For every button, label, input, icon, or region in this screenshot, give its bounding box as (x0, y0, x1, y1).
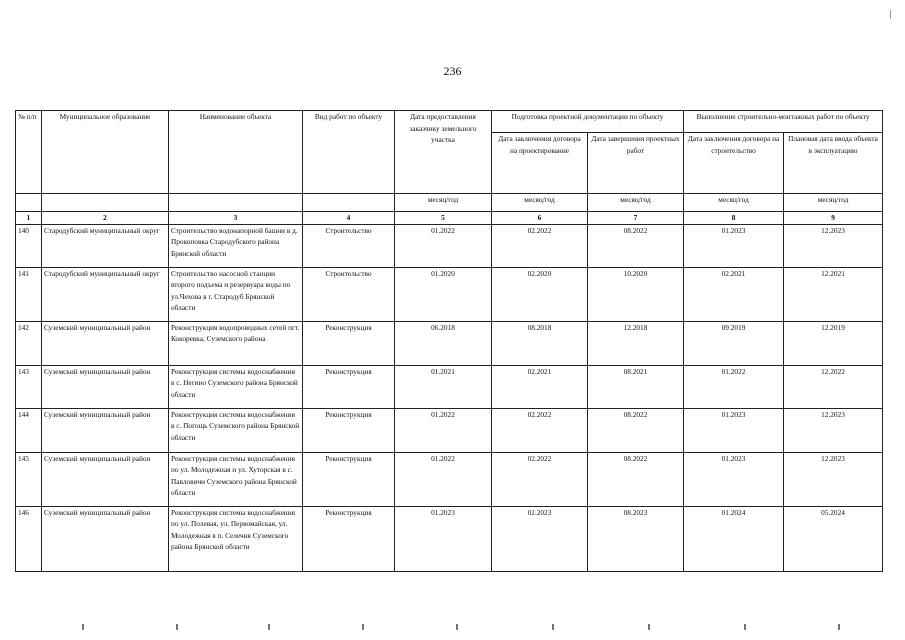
table-row (16, 408, 883, 452)
row-work-type: Реконструкция (303, 452, 395, 506)
row-land-date: 06.2018 (395, 321, 492, 365)
header-commissioning: Плановая дата ввода объекта в эксплуатацию (784, 133, 883, 194)
scan-dot (362, 624, 364, 630)
row-municipality: Стародубский муниципальный округ (42, 224, 169, 267)
row-work-type: Реконструкция (303, 506, 395, 571)
row-object: Реконструкция системы водоснабжения в с. Погощь Суземского района Брянской области (169, 408, 303, 452)
scan-dot (838, 624, 840, 630)
row-commissioning: 12.2023 (784, 408, 883, 452)
row-municipality: Суземский муниципальный район (42, 408, 169, 452)
row-num: 140 (16, 224, 42, 267)
row-work-type: Строительство (303, 267, 395, 321)
row-design-contract: 02.2023 (492, 506, 588, 571)
row-design-contract: 02.2021 (492, 365, 588, 408)
row-construction-contract: 01.2023 (684, 224, 784, 267)
row-object: Строительство насосной станции второго подъема и резервуара воды по ул.Чехова в г. Стародуб Брянской области (169, 267, 303, 321)
row-num: 145 (16, 452, 42, 506)
row-construction-contract: 02.2021 (684, 267, 784, 321)
unit-label: месяц/год (784, 194, 883, 212)
row-design-contract: 02.2022 (492, 224, 588, 267)
row-commissioning: 12.2023 (784, 452, 883, 506)
row-municipality: Стародубский муниципальный округ (42, 267, 169, 321)
scan-dot (744, 624, 746, 630)
row-design-end: 08.2022 (588, 224, 684, 267)
row-design-contract: 02.2022 (492, 408, 588, 452)
header-construction-group: Выполнение строительно-монтажных работ по объекту (684, 111, 883, 133)
row-construction-contract: 09.2019 (684, 321, 784, 365)
row-work-type: Реконструкция (303, 321, 395, 365)
row-land-date: 01.2023 (395, 506, 492, 571)
column-number: 4 (303, 212, 395, 225)
row-municipality: Суземский муниципальный район (42, 452, 169, 506)
row-commissioning: 12.2019 (784, 321, 883, 365)
row-land-date: 01.2021 (395, 365, 492, 408)
row-design-end: 08.2023 (588, 506, 684, 571)
row-num: 142 (16, 321, 42, 365)
row-num: 141 (16, 267, 42, 321)
row-commissioning: 12.2022 (784, 365, 883, 408)
row-municipality: Суземский муниципальный район (42, 365, 169, 408)
row-design-contract: 08.2018 (492, 321, 588, 365)
row-design-end: 08.2022 (588, 452, 684, 506)
row-object: Строительство водонапорной башни в д. Прокоповка Стародубского района Брянской области (169, 224, 303, 267)
row-num: 143 (16, 365, 42, 408)
column-number: 5 (395, 212, 492, 225)
header-num: № п/п (16, 111, 42, 194)
row-municipality: Суземский муниципальный район (42, 506, 169, 571)
row-construction-contract: 01.2023 (684, 452, 784, 506)
header-work-type: Вид работ по объекту (303, 111, 395, 194)
row-land-date: 01.2022 (395, 224, 492, 267)
row-work-type: Строительство (303, 224, 395, 267)
unit-label: месяц/год (395, 194, 492, 212)
scan-dot (456, 624, 458, 630)
page-number: 236 (443, 64, 462, 78)
column-number: 8 (684, 212, 784, 225)
row-commissioning: 12.2023 (784, 224, 883, 267)
header-design-end: Дата завершения проектных работ (588, 133, 684, 194)
row-commissioning: 12.2021 (784, 267, 883, 321)
table-row (16, 321, 883, 365)
row-work-type: Реконструкция (303, 408, 395, 452)
scan-dot (82, 624, 84, 630)
column-number: 9 (784, 212, 883, 225)
row-num: 144 (16, 408, 42, 452)
header-construction-contract: Дата заключения договора на строительство (684, 133, 784, 194)
row-commissioning: 05.2024 (784, 506, 883, 571)
row-object: Реконструкция системы водоснабжения по ул. Полевая, ул. Первомайская, ул. Молодежная в п. Селечня Суземского района Брянской области (169, 506, 303, 571)
row-design-end: 12.2018 (588, 321, 684, 365)
unit-label: месяц/год (588, 194, 684, 212)
row-land-date: 01.2022 (395, 408, 492, 452)
table-row (16, 506, 883, 571)
page-edge-mark (890, 10, 891, 19)
row-municipality: Суземский муниципальный район (42, 321, 169, 365)
header-design-contract: Дата заключения договора на проектирование (492, 133, 588, 194)
column-number: 3 (169, 212, 303, 225)
table-row (16, 224, 883, 267)
row-design-end: 10.2020 (588, 267, 684, 321)
table-row (16, 267, 883, 321)
row-num: 146 (16, 506, 42, 571)
row-design-contract: 02.2022 (492, 452, 588, 506)
row-land-date: 01.2020 (395, 267, 492, 321)
header-object: Наименование объекта (169, 111, 303, 194)
row-design-contract: 02.2020 (492, 267, 588, 321)
objects-table (15, 110, 883, 572)
row-construction-contract: 01.2024 (684, 506, 784, 571)
row-design-end: 08.2022 (588, 408, 684, 452)
scan-dot (176, 624, 178, 630)
column-number: 6 (492, 212, 588, 225)
row-object: Реконструкция водопроводных сетей пгт. Кокоревка, Суземского района (169, 321, 303, 365)
table-row (16, 452, 883, 506)
row-object: Реконструкция системы водоснабжения в с. Негино Суземского района Брянской области (169, 365, 303, 408)
unit-label: месяц/год (684, 194, 784, 212)
header-land-date: Дата предоставления заказчику земельного участка (395, 111, 492, 194)
scan-dot (648, 624, 650, 630)
unit-label: месяц/год (492, 194, 588, 212)
row-work-type: Реконструкция (303, 365, 395, 408)
column-number: 2 (42, 212, 169, 225)
row-design-end: 08.2021 (588, 365, 684, 408)
scan-dot (552, 624, 554, 630)
row-land-date: 01.2022 (395, 452, 492, 506)
scan-dot (268, 624, 270, 630)
header-design-group: Подготовка проектной документации по объекту (492, 111, 684, 133)
row-object: Реконструкция системы водоснабжения по ул. Молодежная и ул. Хуторская в с. Павловичи Суземского района Брянской области (169, 452, 303, 506)
header-municipality: Муниципальное образование (42, 111, 169, 194)
column-number: 7 (588, 212, 684, 225)
table-row (16, 365, 883, 408)
column-number: 1 (16, 212, 42, 225)
row-construction-contract: 01.2022 (684, 365, 784, 408)
row-construction-contract: 01.2023 (684, 408, 784, 452)
